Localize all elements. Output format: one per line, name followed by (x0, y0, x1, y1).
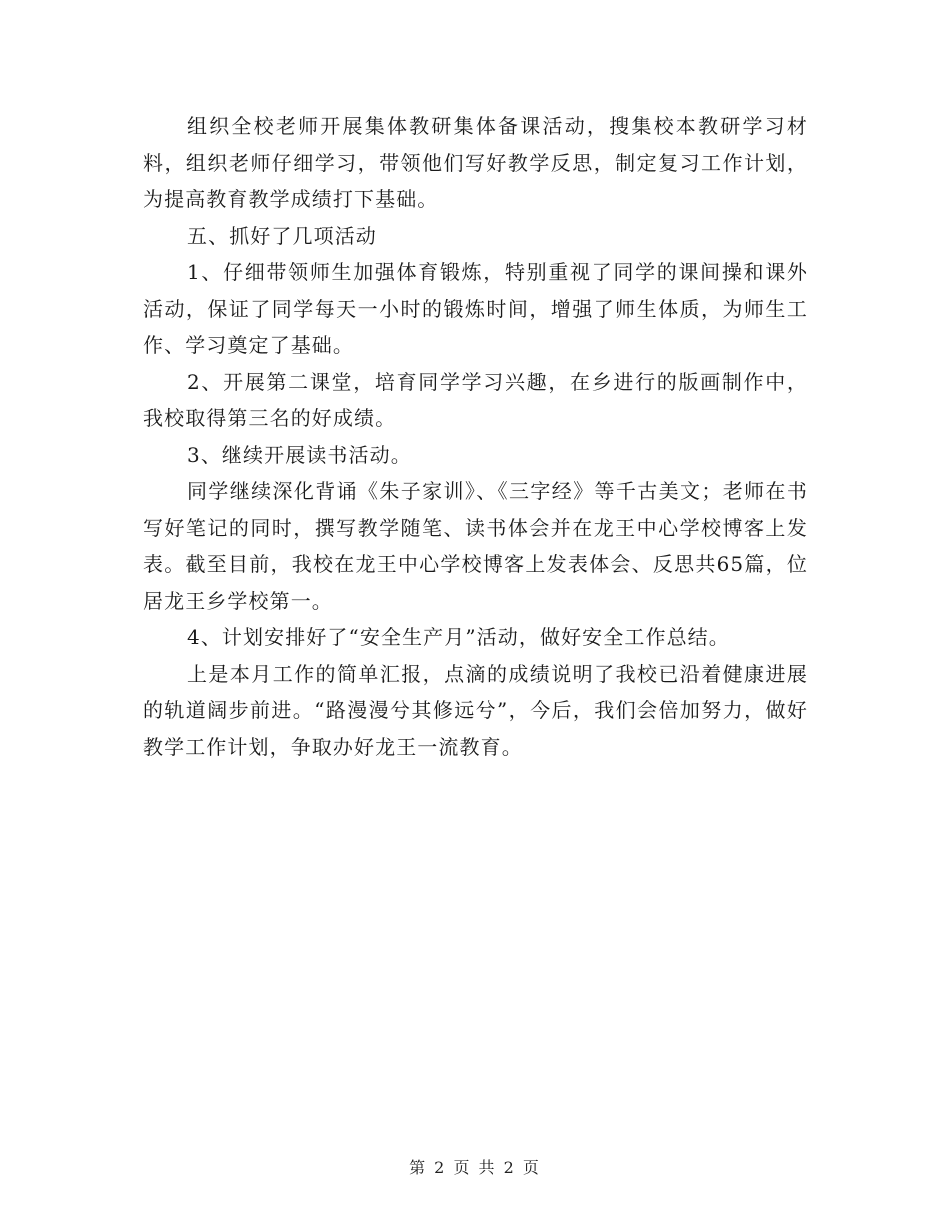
document-body (143, 108, 808, 765)
paragraph-summary: 上是本月工作的简单汇报，点滴的成绩说明了我校已沿着健康进展的轨道阔步前进。“路漫漫兮其修远兮”，今后，我们会倍加努力，做好教学工作计划，争取办好龙王一流教育。 (143, 661, 808, 759)
paragraph-item-4: 4、计划安排好了“安全生产月”活动，做好安全工作总结。 (187, 625, 730, 649)
paragraph-item-2: 2、开展第二课堂，培育同学学习兴趣，在乡进行的版画制作中，我校取得第三名的好成绩。 (143, 369, 808, 430)
page-number-footer: 第 2 页 共 2 页 (409, 1158, 541, 1177)
paragraph-teaching-research: 组织全校老师开展集体教研集体备课活动，搜集校本教研学习材料，组织老师仔细学习，带领他们写好教学反思，制定复习工作计划，为提高教育教学成绩打下基础。 (143, 114, 808, 211)
paragraph-item-3: 3、继续开展读书活动。 (187, 442, 412, 467)
paragraph-reading-detail: 同学继续深化背诵《朱子家训》、《三字经》等千古美文；老师在书写好笔记的同时，撰写教学随笔、读书体会并在龙王中心学校博客上发表。截至目前，我校在龙王中心学校博客上发表体会、反思共65篇，位居龙王乡学校第一。 (143, 479, 808, 613)
paragraph-item-1: 1、仔细带领师生加强体育锻炼，特别重视了同学的课间操和课外活动，保证了同学每天一小时的锻炼时间，增强了师生体质，为师生工作、学习奠定了基础。 (143, 260, 808, 357)
section-heading-activities: 五、抓好了几项活动 (187, 223, 377, 248)
